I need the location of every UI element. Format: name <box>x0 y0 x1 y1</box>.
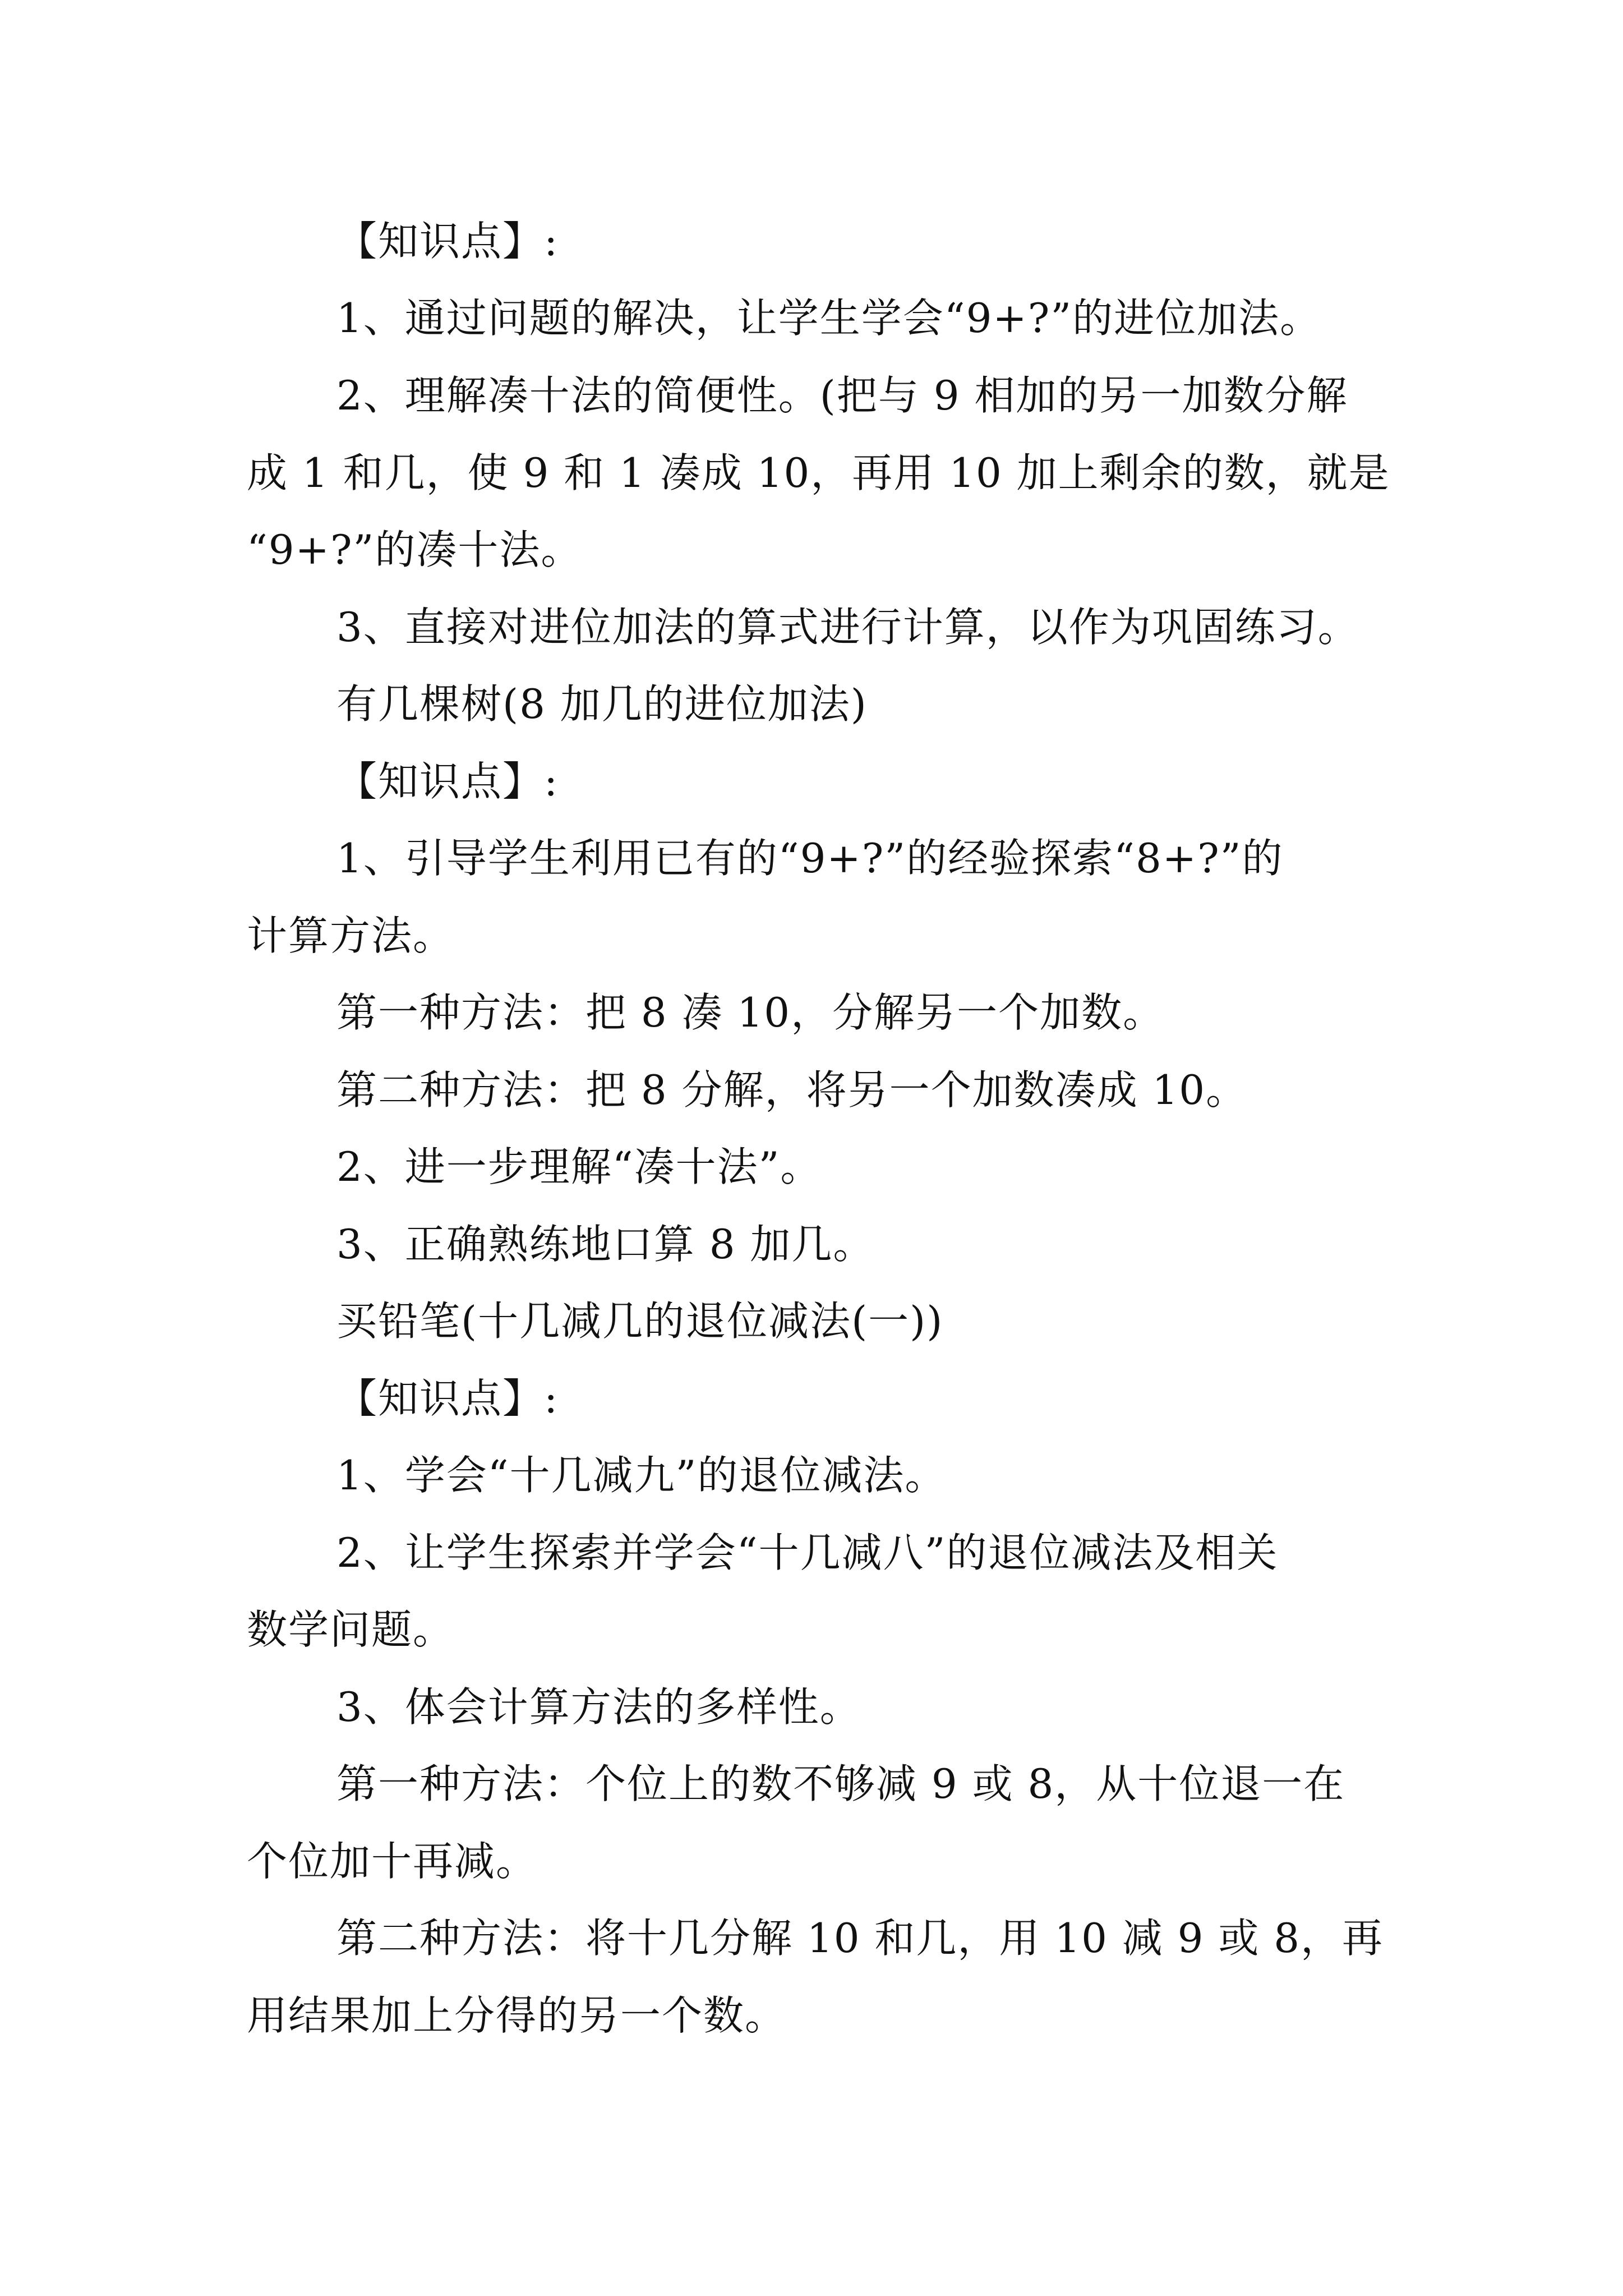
paragraph-line: 3、体会计算方法的多样性。 <box>336 1683 861 1731</box>
paragraph-line: 数学问题。 <box>247 1606 455 1653</box>
paragraph-line: 个位加十再减。 <box>247 1838 538 1885</box>
section-heading: 【知识点】: <box>336 1375 559 1422</box>
section-title: 有几棵树(8 加几的进位加法) <box>336 680 868 728</box>
paragraph-line: 2、进一步理解“凑十法”。 <box>336 1143 822 1190</box>
paragraph-line: 第一种方法：个位上的数不够减 9 或 8，从十位退一在 <box>336 1760 1345 1807</box>
paragraph-line: 2、理解凑十法的简便性。(把与 9 相加的另一加数分解 <box>336 372 1348 419</box>
section-title: 买铅笔(十几减几的退位减法(一)) <box>336 1297 944 1345</box>
paragraph-line: 1、通过问题的解决，让学生学会“9+?”的进位加法。 <box>336 295 1322 342</box>
paragraph-line: 成 1 和几，使 9 和 1 凑成 10，再用 10 加上剩余的数，就是 <box>247 449 1390 496</box>
paragraph-line: 3、正确熟练地口算 8 加几。 <box>336 1221 875 1268</box>
paragraph-line: 第一种方法：把 8 凑 10，分解另一个加数。 <box>336 989 1165 1036</box>
paragraph-line: 2、让学生探索并学会“十几减八”的退位减法及相关 <box>336 1529 1279 1576</box>
paragraph-line: 第二种方法：将十几分解 10 和几，用 10 减 9 或 8，再 <box>336 1915 1384 1962</box>
paragraph-line: 计算方法。 <box>247 912 455 959</box>
paragraph-line: 1、引导学生利用已有的“9+?”的经验探索“8+?”的 <box>336 835 1284 882</box>
paragraph-line: “9+?”的凑十法。 <box>247 526 583 573</box>
paragraph-line: 用结果加上分得的另一个数。 <box>247 1992 787 2039</box>
section-heading: 【知识点】: <box>336 218 559 265</box>
paragraph-line: 第二种方法：把 8 分解，将另一个加数凑成 10。 <box>336 1066 1248 1114</box>
paragraph-line: 1、学会“十几减九”的退位减法。 <box>336 1452 947 1499</box>
paragraph-line: 3、直接对进位加法的算式进行计算，以作为巩固练习。 <box>336 604 1359 651</box>
section-heading: 【知识点】: <box>336 758 559 805</box>
